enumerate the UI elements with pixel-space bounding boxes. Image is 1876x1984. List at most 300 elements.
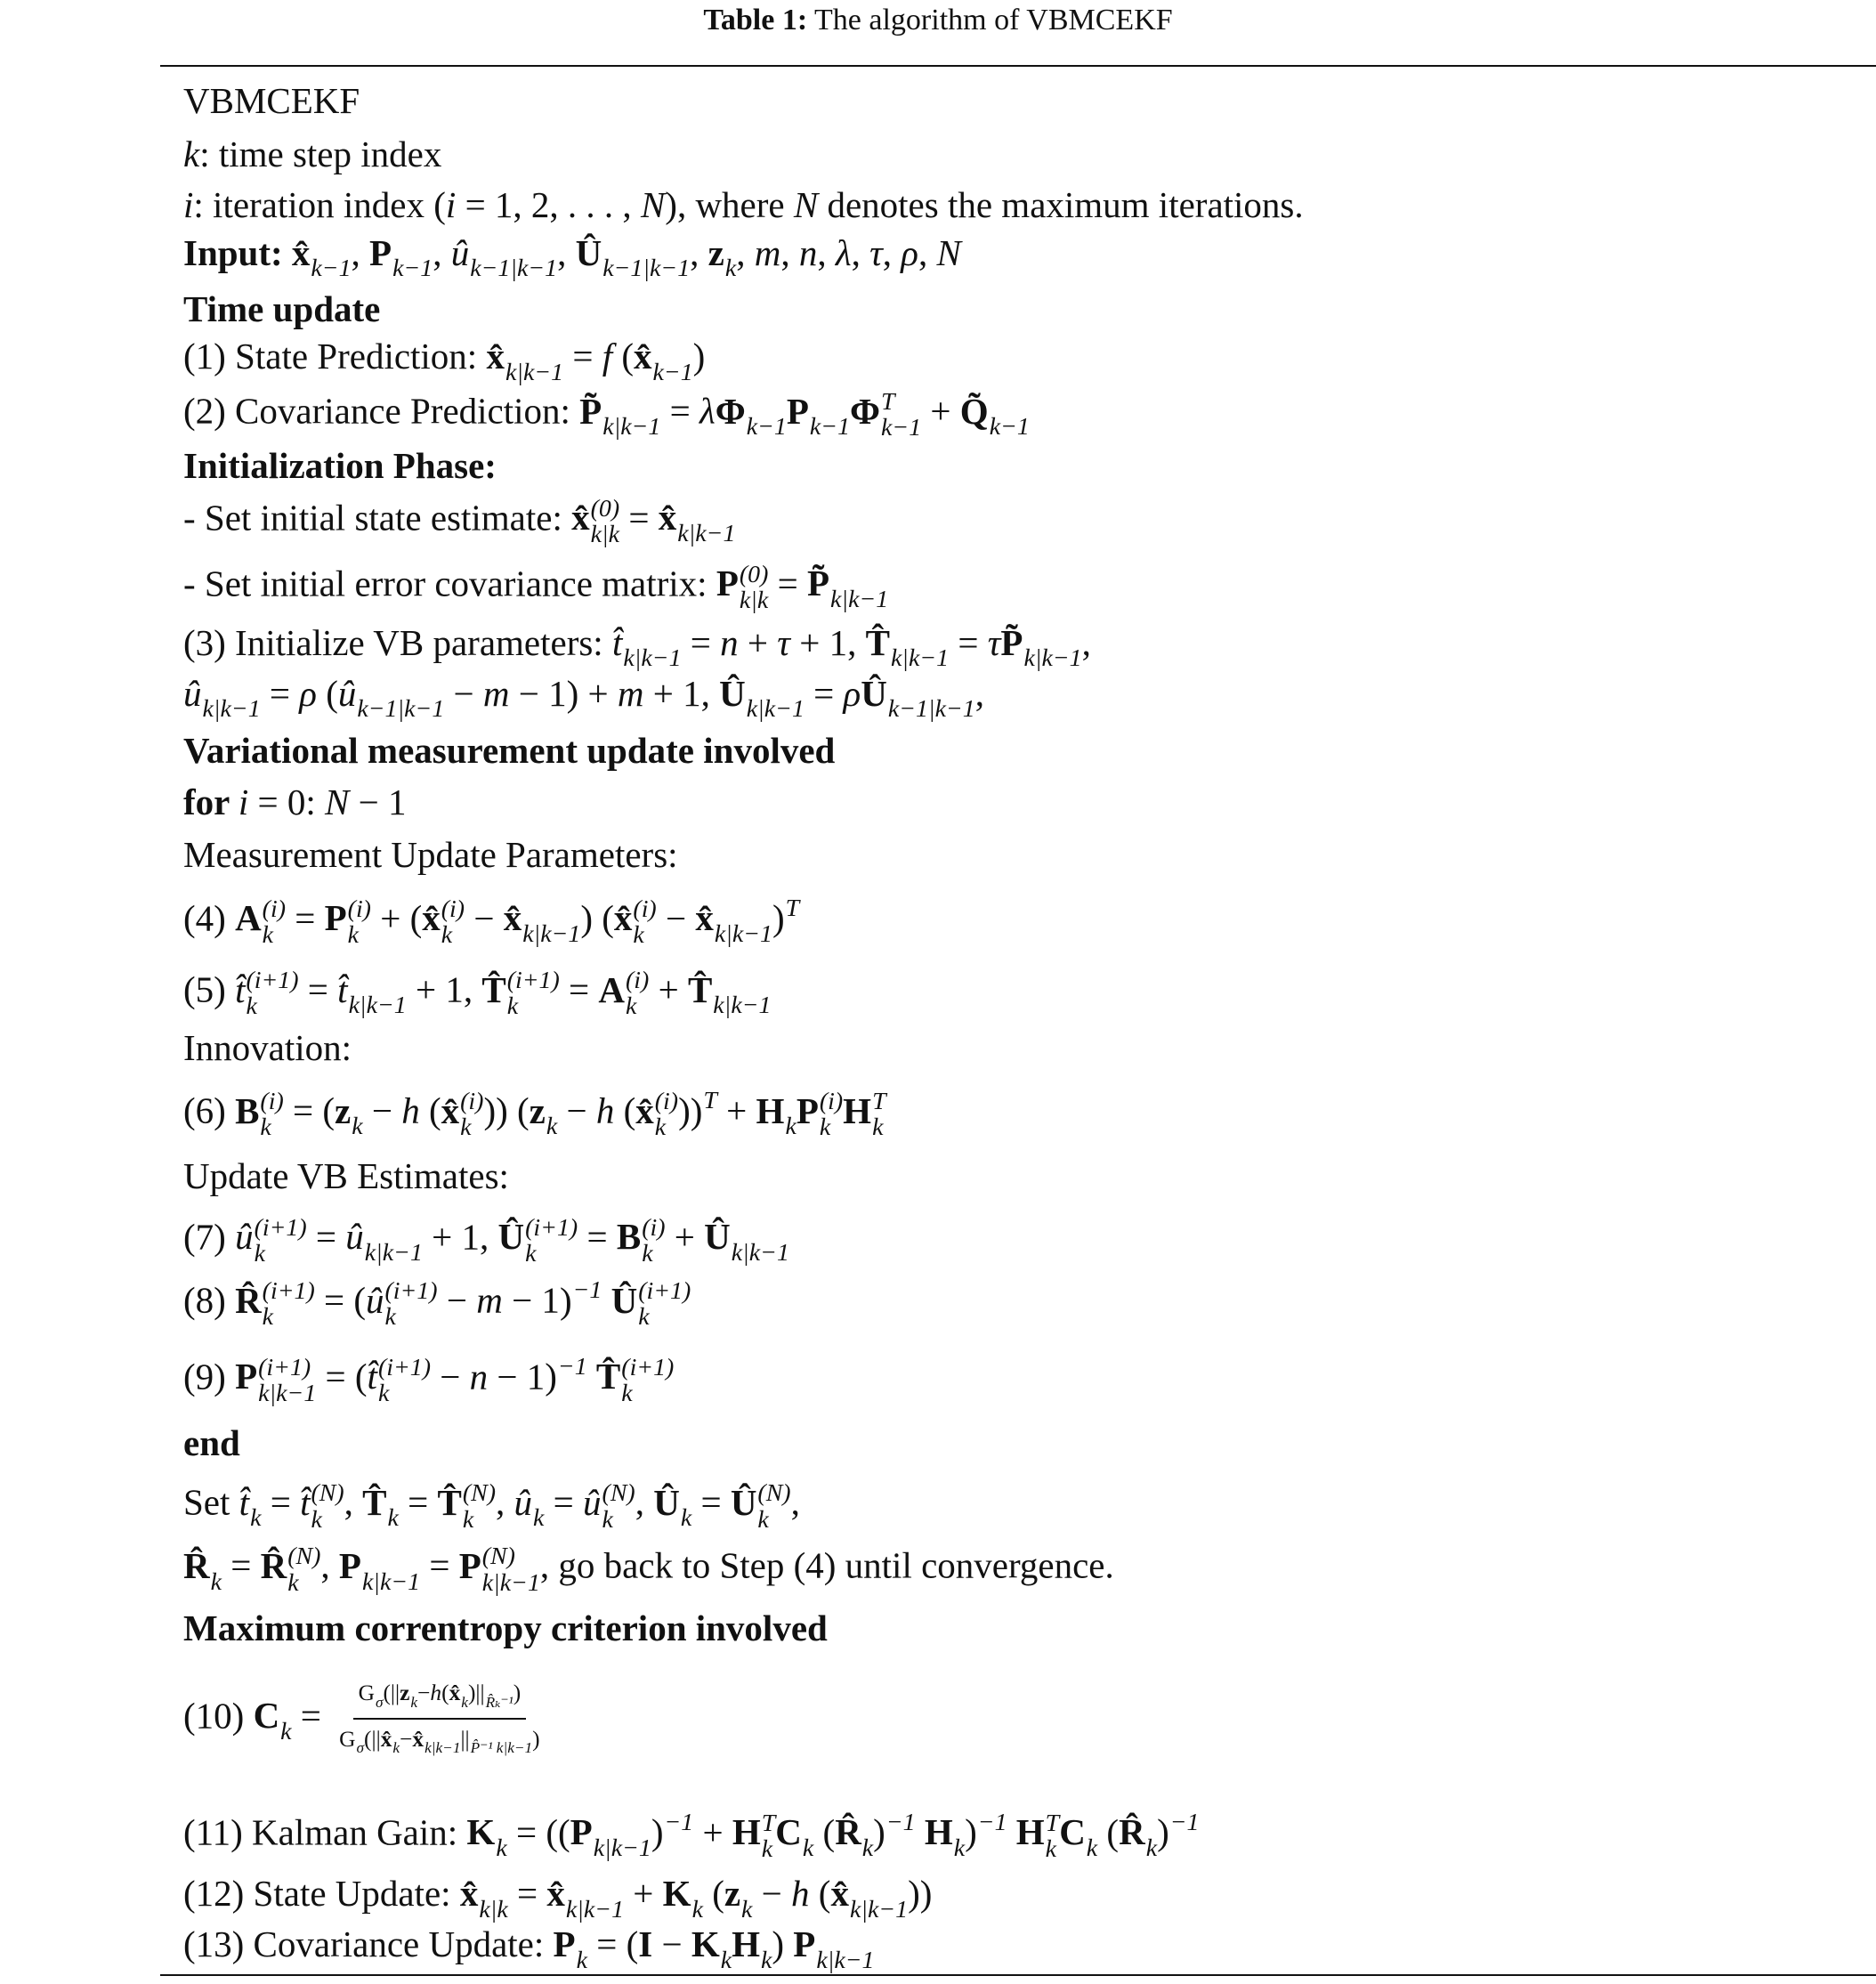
- superscript: (i): [260, 1087, 284, 1115]
- math-symbol: [300, 1479, 344, 1534]
- subscript: k: [720, 1946, 732, 1974]
- math-symbol: [873, 1808, 916, 1853]
- math-symbol: [441, 1087, 484, 1142]
- text-run: + 1,: [643, 672, 720, 714]
- symbol-base: P: [338, 1545, 361, 1587]
- math-symbol: [724, 1873, 753, 1923]
- subscript: k: [347, 920, 360, 949]
- math-symbol: [183, 184, 193, 225]
- subscript: k|k: [590, 520, 620, 548]
- symbol-base: û: [366, 1279, 384, 1321]
- superscript: T: [761, 1809, 776, 1837]
- text-run: = 1, 2, . . . ,: [456, 183, 641, 225]
- algorithm-line: [183, 730, 836, 772]
- symbol-base: H: [924, 1811, 953, 1853]
- math-symbol: [595, 1353, 675, 1407]
- math-symbol: [869, 232, 883, 273]
- algorithm-line: [183, 1277, 691, 1331]
- text-run: - Set initial error covariance matrix:: [183, 563, 716, 604]
- symbol-base: x̂: [613, 897, 633, 939]
- math-symbol: [1059, 1811, 1098, 1862]
- script: [655, 1089, 678, 1141]
- algorithm-line: [183, 781, 407, 823]
- text-run: =: [221, 1545, 261, 1587]
- math-symbol: [183, 730, 835, 771]
- symbol-base: N: [936, 231, 961, 273]
- subscript: k: [691, 1895, 703, 1923]
- symbol-base: t̂: [300, 1481, 311, 1523]
- script: [470, 255, 557, 281]
- symbol-base: Û: [497, 1216, 525, 1258]
- algorithm-line: [183, 1480, 800, 1533]
- script: [888, 696, 975, 722]
- symbol-base: G: [339, 1726, 356, 1752]
- math-symbol: [699, 391, 716, 432]
- text-run: ,: [690, 231, 708, 273]
- algorithm-line: [183, 1354, 674, 1407]
- subscript: k−1: [392, 255, 433, 283]
- text-run: (11) Kalman Gain:: [183, 1811, 467, 1853]
- symbol-base: P: [553, 1923, 576, 1965]
- symbol-base: C: [1059, 1811, 1086, 1853]
- text-run: −: [557, 1089, 596, 1131]
- subscript: k: [953, 1834, 966, 1862]
- subscript: k: [633, 920, 644, 949]
- script: [891, 645, 949, 671]
- script: [757, 1480, 790, 1533]
- math-symbol: [459, 1873, 508, 1923]
- subscript: k: [377, 1379, 390, 1407]
- script: [886, 1810, 916, 1835]
- symbol-base: T̂: [687, 968, 713, 1010]
- math-symbol: [791, 1873, 810, 1914]
- math-symbol: [183, 288, 380, 329]
- subscript: R̂ₖ⁻¹: [485, 1693, 513, 1711]
- script: [820, 1089, 843, 1141]
- math-symbol: [338, 1545, 421, 1596]
- symbol-base: P: [369, 231, 392, 273]
- symbol-base: T̂: [481, 968, 506, 1010]
- text-run: (3) Initialize VB parameters:: [183, 621, 612, 663]
- math-symbol: [422, 895, 465, 949]
- math-symbol: [235, 1353, 317, 1407]
- subscript: k: [410, 1693, 418, 1711]
- symbol-base: x̂: [635, 1089, 654, 1131]
- symbol-base: n: [469, 1356, 489, 1397]
- subscript: k|k−1: [713, 992, 772, 1020]
- subscript: k: [461, 1693, 468, 1711]
- math-symbol: [458, 1543, 540, 1597]
- symbol-base: x̂: [380, 1726, 392, 1752]
- text-run: +: [693, 1811, 732, 1853]
- subscript: k|k−1: [623, 644, 682, 673]
- script: [761, 1948, 772, 1973]
- superscript: T: [872, 1087, 886, 1115]
- text-run: =: [949, 621, 988, 663]
- math-symbol: [611, 1277, 691, 1332]
- script: [352, 1113, 362, 1139]
- math-symbol: [239, 1481, 262, 1533]
- symbol-base: Û: [704, 1216, 731, 1258]
- subscript: k: [654, 1113, 667, 1142]
- algorithm-line: [183, 833, 678, 875]
- script: [830, 587, 888, 612]
- math-symbol: [1119, 1811, 1158, 1862]
- math-symbol: [865, 621, 950, 673]
- math-symbol: [183, 781, 239, 822]
- math-symbol: [1000, 621, 1082, 673]
- text-run: +: [716, 1089, 756, 1131]
- symbol-base: R̂: [835, 1811, 861, 1853]
- text-run: = 0:: [248, 781, 326, 823]
- symbol-base: R̂: [1119, 1811, 1145, 1853]
- superscript: (i+1): [638, 1277, 691, 1306]
- text-run: (: [702, 1873, 724, 1915]
- text-run: = (: [316, 1356, 368, 1397]
- math-symbol: [793, 1923, 875, 1974]
- text-run: =: [285, 897, 325, 939]
- subscript: k: [210, 1567, 222, 1596]
- superscript: (i+1): [621, 1353, 675, 1381]
- math-symbol: [325, 781, 349, 822]
- symbol-base: x̂: [571, 497, 590, 539]
- symbol-base: Maximum correntropy criterion involved: [183, 1607, 828, 1648]
- text-run: +: [738, 621, 778, 663]
- symbol-base: z: [708, 231, 724, 273]
- script: [591, 496, 620, 548]
- subscript: k|k−1: [593, 1834, 651, 1862]
- math-symbol: [796, 1087, 844, 1142]
- subscript: k|k−1: [202, 695, 261, 724]
- math-symbol: [299, 673, 317, 714]
- symbol-base: H: [843, 1089, 872, 1131]
- superscript: −1: [557, 1352, 587, 1381]
- math-symbol: [786, 390, 851, 441]
- script: [1087, 1835, 1097, 1861]
- subscript: k: [626, 992, 637, 1021]
- script: [203, 696, 261, 722]
- script: [665, 1810, 694, 1835]
- math-symbol: [358, 1680, 384, 1711]
- math-symbol: [235, 895, 286, 949]
- text-run: (2) Covariance Prediction:: [183, 390, 580, 432]
- symbol-base: x̂: [441, 1089, 460, 1131]
- symbol-base: û: [345, 1216, 364, 1258]
- subscript: k: [546, 1113, 558, 1141]
- subscript: k−1: [652, 358, 693, 386]
- text-run: ,: [736, 231, 755, 273]
- script: [633, 896, 656, 949]
- symbol-base: t̂: [235, 968, 246, 1010]
- subscript: k: [761, 1834, 773, 1863]
- text-run: (: [612, 336, 635, 377]
- script: [392, 1740, 400, 1756]
- math-symbol: [466, 1811, 507, 1862]
- subscript: k−1|k−1: [357, 695, 445, 724]
- text-run: )): [908, 1873, 933, 1915]
- script: [385, 1278, 438, 1331]
- math-symbol: [844, 673, 861, 714]
- script: [803, 1835, 813, 1861]
- text-run: (13) Covariance Update:: [183, 1923, 554, 1965]
- text-run: ), where: [665, 183, 794, 225]
- subscript: k|k−1: [830, 585, 889, 613]
- denominator: [334, 1720, 545, 1757]
- script: [1146, 1835, 1157, 1861]
- script: [872, 1089, 886, 1141]
- symbol-base: K: [691, 1923, 720, 1965]
- math-symbol: [412, 1726, 461, 1757]
- symbol-base: P̃: [1000, 621, 1023, 663]
- symbol-base: û: [513, 1481, 533, 1523]
- symbol-base: x̂: [291, 231, 311, 273]
- math-symbol: [235, 1213, 307, 1267]
- algorithm-line: [183, 562, 888, 614]
- math-symbol: [367, 1353, 432, 1407]
- text-run: −: [362, 1089, 402, 1131]
- math-symbol: [836, 232, 852, 273]
- superscript: (N): [287, 1543, 321, 1571]
- symbol-base: end: [183, 1422, 240, 1464]
- symbol-base: ): [559, 1279, 572, 1321]
- subscript: k−1: [746, 413, 787, 441]
- symbol-base: G: [358, 1680, 375, 1705]
- script: [785, 1113, 796, 1139]
- script: [621, 1355, 674, 1407]
- text-run: ,: [817, 231, 836, 273]
- symbol-base: û: [235, 1216, 254, 1258]
- superscript: T: [881, 388, 895, 417]
- text-run: [602, 1280, 611, 1321]
- text-run: (5): [183, 968, 236, 1010]
- text-run: − 1: [488, 1356, 546, 1397]
- text-run: (9): [183, 1356, 236, 1397]
- script: [425, 1740, 460, 1756]
- symbol-base: x̂: [546, 1873, 565, 1915]
- symbol-base: R̂: [260, 1545, 287, 1587]
- superscript: (i+1): [246, 967, 299, 995]
- algorithm-line: [183, 136, 441, 173]
- symbol-base: P: [235, 1356, 258, 1397]
- superscript: −1: [885, 1808, 916, 1836]
- math-symbol: [807, 563, 889, 613]
- text-run: (: [441, 1680, 449, 1705]
- text-run: (10): [183, 1695, 254, 1737]
- math-symbol: [430, 1680, 441, 1705]
- symbol-base: û: [450, 231, 470, 273]
- superscript: T: [1045, 1809, 1060, 1837]
- algorithm-line: [183, 496, 735, 548]
- script: [471, 1740, 533, 1756]
- symbol-base: z: [400, 1680, 410, 1705]
- superscript: (i+1): [258, 1353, 311, 1381]
- subscript: k: [460, 1113, 472, 1142]
- math-symbol: [369, 231, 433, 283]
- subscript: k|k−1: [361, 1567, 421, 1596]
- symbol-base: R̂: [183, 1545, 210, 1587]
- algorithm-line: [183, 1155, 509, 1196]
- subscript: k: [757, 1505, 769, 1534]
- script: [762, 1810, 776, 1863]
- math-symbol: [730, 1479, 791, 1534]
- script: [349, 992, 407, 1018]
- math-symbol: [183, 1545, 222, 1596]
- math-symbol: [362, 1481, 399, 1533]
- subscript: k|k−1: [677, 519, 736, 547]
- math-symbol: [291, 231, 352, 283]
- subscript: k|k: [739, 586, 769, 614]
- algorithm-line: [183, 672, 984, 724]
- math-symbol: [546, 1873, 625, 1923]
- subscript: k|k−1: [849, 1895, 909, 1923]
- math-symbol: [662, 1873, 703, 1923]
- math-symbol: [366, 1277, 438, 1332]
- subscript: k−1|k−1: [602, 255, 691, 283]
- script: [525, 1215, 578, 1267]
- symbol-base: t̂: [611, 621, 623, 663]
- top-rule: [160, 65, 1876, 67]
- math-symbol: [732, 1809, 776, 1863]
- text-run: =: [291, 1695, 331, 1737]
- symbol-base: n: [720, 621, 739, 663]
- text-run: - Set initial state estimate:: [183, 497, 572, 539]
- text-run: : time step index: [199, 134, 442, 175]
- script: [692, 1897, 703, 1923]
- superscript: (i): [819, 1087, 844, 1115]
- text-run: +: [921, 390, 960, 432]
- symbol-base: ρ: [843, 672, 861, 714]
- math-symbol: [183, 134, 199, 174]
- symbol-base: ): [651, 1811, 664, 1853]
- symbol-base: P: [716, 563, 739, 604]
- script: [978, 1810, 1007, 1835]
- math-symbol: [988, 622, 1001, 663]
- text-run: ,: [790, 1481, 800, 1523]
- math-symbol: [183, 232, 292, 273]
- text-run: + (: [370, 897, 423, 939]
- text-run: =: [691, 1481, 731, 1523]
- script: [721, 1948, 732, 1973]
- text-run: =: [804, 672, 844, 714]
- subscript: k−1: [881, 414, 922, 442]
- math-symbol: [575, 231, 691, 283]
- symbol-base: x̂: [486, 336, 505, 377]
- math-symbol: [449, 1680, 468, 1711]
- text-run: −: [656, 897, 696, 939]
- script: [602, 255, 690, 281]
- symbol-base: Û: [730, 1481, 757, 1523]
- math-symbol: [545, 1352, 587, 1397]
- math-symbol: [483, 673, 510, 714]
- script: [246, 968, 298, 1020]
- symbol-base: ): [965, 1811, 977, 1853]
- script: [255, 1215, 307, 1267]
- math-symbol: [260, 1543, 321, 1597]
- script: [881, 389, 921, 441]
- text-run: −: [652, 1923, 691, 1965]
- text-run: )) (: [483, 1089, 530, 1131]
- table-caption: [0, 4, 1876, 37]
- subscript: k: [525, 1239, 537, 1267]
- math-symbol: [345, 1216, 423, 1267]
- text-run: (12) State Update:: [183, 1873, 460, 1915]
- text-run: ,: [344, 1481, 363, 1523]
- text-run: (: [1097, 1811, 1120, 1853]
- text-run: (: [813, 1811, 836, 1853]
- symbol-base: f: [602, 336, 613, 377]
- algorithm-line: [183, 1027, 352, 1069]
- script: [263, 1278, 315, 1331]
- math-symbol: [618, 673, 644, 714]
- math-symbol: [401, 1090, 420, 1131]
- math-symbol: [1157, 1808, 1200, 1853]
- math-symbol: [183, 1422, 240, 1463]
- script: [258, 1355, 316, 1407]
- symbol-base: Q̃: [959, 390, 989, 432]
- symbol-base: τ: [777, 621, 790, 663]
- subscript: k|k−1: [364, 1238, 423, 1267]
- subscript: k−1|k−1: [470, 255, 558, 283]
- script: [703, 1088, 717, 1113]
- script: [533, 1505, 544, 1531]
- math-symbol: [400, 1680, 418, 1711]
- text-run: −: [437, 1279, 477, 1321]
- text-run: =: [398, 1481, 438, 1523]
- symbol-base: x̂: [634, 336, 652, 377]
- symbol-base: P: [796, 1089, 819, 1131]
- subscript: k|k−1: [602, 413, 661, 441]
- script: [623, 645, 681, 671]
- text-run: ,: [780, 231, 799, 273]
- symbol-base: û: [183, 672, 202, 714]
- text-run: : iteration index (: [193, 183, 446, 225]
- text-run: −: [431, 1356, 470, 1397]
- symbol-base: ): [690, 1089, 703, 1131]
- subscript: k−1: [809, 413, 851, 441]
- math-symbol: [720, 622, 739, 663]
- script: [461, 1695, 468, 1711]
- math-symbol: [936, 232, 960, 273]
- superscript: (N): [481, 1543, 515, 1571]
- subscript: k|k−1: [731, 1238, 789, 1267]
- subscript: k: [861, 1834, 874, 1862]
- script: [365, 1240, 423, 1266]
- script: [496, 1835, 506, 1861]
- symbol-base: K: [662, 1873, 691, 1915]
- math-symbol: [339, 1726, 365, 1757]
- symbol-base: A: [235, 897, 262, 939]
- symbol-base: H: [732, 1923, 761, 1965]
- symbol-base: Input:: [183, 231, 292, 273]
- symbol-base: P: [786, 390, 809, 432]
- subscript: k: [392, 1739, 400, 1757]
- algorithm-line: [183, 1215, 789, 1267]
- symbol-base: ρ: [901, 231, 918, 273]
- superscript: (i+1): [384, 1277, 438, 1306]
- script: [740, 562, 769, 614]
- math-symbol: [235, 967, 299, 1021]
- script: [392, 255, 433, 281]
- symbol-base: h: [401, 1089, 420, 1131]
- text-run: =: [260, 672, 300, 714]
- algorithm-line: [183, 338, 705, 385]
- subscript: k: [352, 1113, 363, 1141]
- math-symbol: [687, 968, 772, 1020]
- algorithm-line: [183, 183, 1304, 225]
- subscript: k−1: [989, 413, 1030, 441]
- script: [816, 1948, 874, 1973]
- text-run: = (: [586, 1923, 639, 1965]
